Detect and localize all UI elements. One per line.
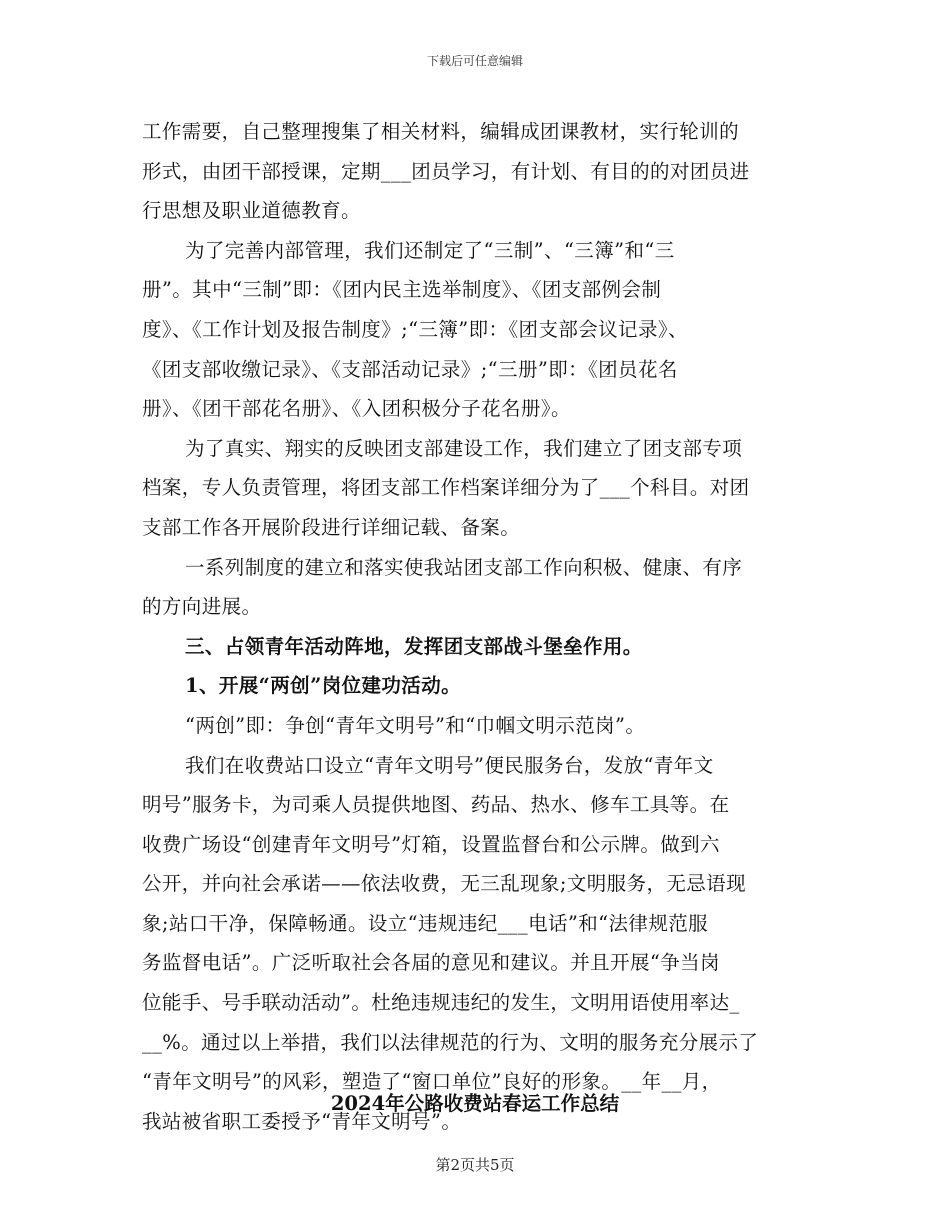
paragraph-line: 我们在收费站口设立“青年文明号”便民服务台，发放“青年文 [185, 753, 714, 777]
paragraph-line: “两创”即：争创“青年文明号”和“巾帼文明示范岗”。 [185, 713, 646, 737]
paragraph-line: 形式，由团干部授课，定期___团员学习，有计划、有目的的对团员进 [142, 159, 750, 183]
paragraph-line: “青年文明号”的风彩，塑造了“窗口单位”良好的形象。__年__月， [142, 1070, 722, 1094]
paragraph-line: 支部工作各开展阶段进行详细记载、备案。 [142, 515, 521, 539]
paragraph-line: 工作需要，自己整理搜集了相关材料，编辑成团课教材，实行轮训的 [142, 120, 740, 143]
paragraph-line: 为了真实、翔实的反映团支部建设工作，我们建立了团支部专项 [185, 436, 743, 460]
paragraph-line: 为了完善内部管理，我们还制定了“三制”、“三簿”和“三 [185, 238, 675, 262]
paragraph-line: __%。通过以上举措，我们以法律规范的行为、文明的服务充分展示了 [142, 1030, 759, 1054]
paragraph-line: 《团支部收缴记录》、《支部活动记录》;“三册”即：《团员花名 [142, 357, 678, 381]
paragraph-line: 册”。其中“三制”即：《团内民主选举制度》、《团支部例会制 [142, 278, 662, 302]
paragraph-line: 一系列制度的建立和落实使我站团支部工作向积极、健康、有序 [185, 555, 743, 579]
paragraph-line: 收费广场设“创建青年文明号”灯箱，设置监督台和公示牌。做到六 [142, 832, 720, 856]
page-header: 下载后可任意编辑 [426, 54, 523, 68]
paragraph-line: 公开，并向社会承诺——依法收费，无三乱现象;文明服务，无忌语现 [142, 872, 746, 896]
document-body [142, 112, 806, 1141]
section-heading-line: 1、开展“两创”岗位建功活动。 [185, 674, 462, 698]
paragraph-line: 我站被省职工委授予“青年文明号”。 [142, 1109, 462, 1133]
paragraph-line: 明号”服务卡，为司乘人员提供地图、药品、热水、修车工具等。在 [142, 793, 730, 817]
section-heading-line: 三、占领青年活动阵地，发挥团支部战斗堡垒作用。 [185, 634, 643, 658]
paragraph-line: 位能手、号手联动活动”。杜绝违规违纪的发生，文明用语使用率达_ [142, 991, 740, 1015]
paragraph-line: 档案，专人负责管理，将团支部工作档案详细分为了___个科目。对团 [142, 476, 750, 500]
page-footer: 第2页共5页 [435, 1156, 515, 1174]
paragraph-line: 度》、《工作计划及报告制度》;“三簿”即：《团支部会议记录》、 [142, 317, 688, 341]
paragraph-line: 象;站口干净，保障畅通。设立“违规违纪___电话”和“法律规范服 [142, 911, 709, 935]
paragraph-line: 的方向进展。 [142, 595, 262, 619]
document-title: 2024年公路收费站春运工作总结 [330, 1092, 620, 1115]
paragraph-line: 务监督电话”。广泛听取社会各届的意见和建议。并且开展“争当岗 [142, 951, 720, 975]
paragraph-line: 行思想及职业道德教育。 [142, 199, 361, 223]
paragraph-line: 册》、《团干部花名册》、《入团积极分子花名册》。 [142, 397, 571, 421]
